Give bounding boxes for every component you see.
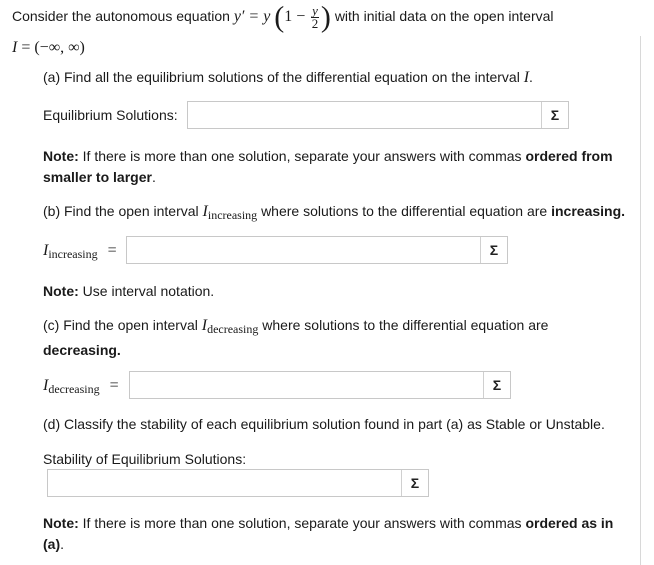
interval-name: I bbox=[12, 39, 18, 56]
part-b-symbol: I bbox=[202, 203, 208, 220]
part-b-text: (b) Find the open interval bbox=[43, 203, 199, 219]
interval-value: = (−∞, ∞) bbox=[21, 39, 85, 56]
intro-prefix: Consider the autonomous equation bbox=[12, 8, 230, 25]
sigma-icon[interactable]: Σ bbox=[480, 237, 507, 263]
equation-one-minus: 1 − bbox=[284, 8, 306, 26]
part-a-prompt bbox=[43, 67, 533, 88]
increasing-interval-input[interactable] bbox=[126, 236, 508, 264]
part-c-text-2: where solutions to the differential equation are bbox=[262, 317, 549, 333]
part-c-prompt bbox=[43, 315, 633, 361]
decreasing-equals: = bbox=[109, 377, 119, 394]
note-3-bold-1: ordered as in bbox=[525, 515, 614, 531]
note-3-prefix: Note: bbox=[43, 515, 79, 531]
part-a-interval-symbol: I bbox=[523, 69, 530, 86]
increasing-label bbox=[43, 241, 117, 264]
part-c-text: (c) Find the open interval bbox=[43, 317, 198, 333]
intro-suffix: with initial data on the open interval bbox=[334, 8, 554, 25]
note-3-end: . bbox=[60, 536, 65, 552]
note-1-text: If there is more than one solution, separate your answers with commas bbox=[82, 148, 522, 164]
part-c-subscript: decreasing bbox=[207, 322, 259, 336]
decreasing-interval-input[interactable] bbox=[129, 371, 511, 399]
note-2-prefix: Note: bbox=[43, 283, 79, 299]
part-b-subscript: increasing bbox=[207, 208, 258, 222]
paren-close: ) bbox=[320, 0, 331, 34]
part-b-prompt bbox=[43, 201, 625, 226]
note-interval-notation bbox=[43, 281, 214, 302]
decreasing-label-symbol: I bbox=[43, 377, 49, 394]
part-a-period: . bbox=[529, 69, 533, 85]
panel-border bbox=[640, 36, 641, 565]
increasing-equals: = bbox=[107, 242, 117, 259]
interval-definition bbox=[12, 38, 642, 58]
part-b-text-2: where solutions to the differential equation are bbox=[261, 203, 548, 219]
note-1-end: . bbox=[151, 169, 156, 185]
increasing-label-subscript: increasing bbox=[48, 247, 98, 261]
decreasing-label-subscript: decreasing bbox=[48, 382, 100, 396]
part-a-text: (a) Find all the equilibrium solutions of the differential equation on the interval bbox=[43, 69, 520, 85]
note-ordering bbox=[43, 146, 633, 188]
note-2-text: Use interval notation. bbox=[82, 283, 215, 299]
sigma-icon[interactable]: Σ bbox=[401, 470, 428, 496]
part-c-symbol: I bbox=[201, 317, 208, 334]
note-ordering-as-a bbox=[43, 513, 633, 555]
problem-statement bbox=[12, 0, 642, 58]
equation-lhs: y′ = y bbox=[233, 8, 271, 26]
note-1-bold-1: ordered from bbox=[525, 148, 613, 164]
note-3-bold-2: (a) bbox=[43, 536, 61, 552]
part-c-bold: decreasing. bbox=[43, 342, 121, 358]
stability-label: Stability of Equilibrium Solutions: bbox=[43, 451, 247, 467]
note-1-prefix: Note: bbox=[43, 148, 79, 164]
sigma-icon[interactable]: Σ bbox=[483, 372, 510, 398]
decreasing-label bbox=[43, 376, 119, 399]
fraction bbox=[311, 5, 319, 30]
note-1-bold-2: smaller to larger bbox=[43, 169, 152, 185]
part-b-bold: increasing. bbox=[551, 203, 626, 219]
note-3-text: If there is more than one solution, separate your answers with commas bbox=[82, 515, 522, 531]
sigma-icon[interactable]: Σ bbox=[541, 102, 568, 128]
equilibrium-label: Equilibrium Solutions: bbox=[43, 107, 178, 123]
stability-input[interactable] bbox=[47, 469, 429, 497]
fraction-numerator: y bbox=[312, 3, 318, 18]
fraction-denominator: 2 bbox=[311, 16, 319, 31]
paren-open: ( bbox=[274, 0, 285, 34]
part-d-prompt: (d) Classify the stability of each equilibrium solution found in part (a) as Stable or Unstable. bbox=[43, 416, 605, 432]
equilibrium-solutions-input[interactable] bbox=[187, 101, 569, 129]
increasing-label-symbol: I bbox=[43, 242, 49, 259]
